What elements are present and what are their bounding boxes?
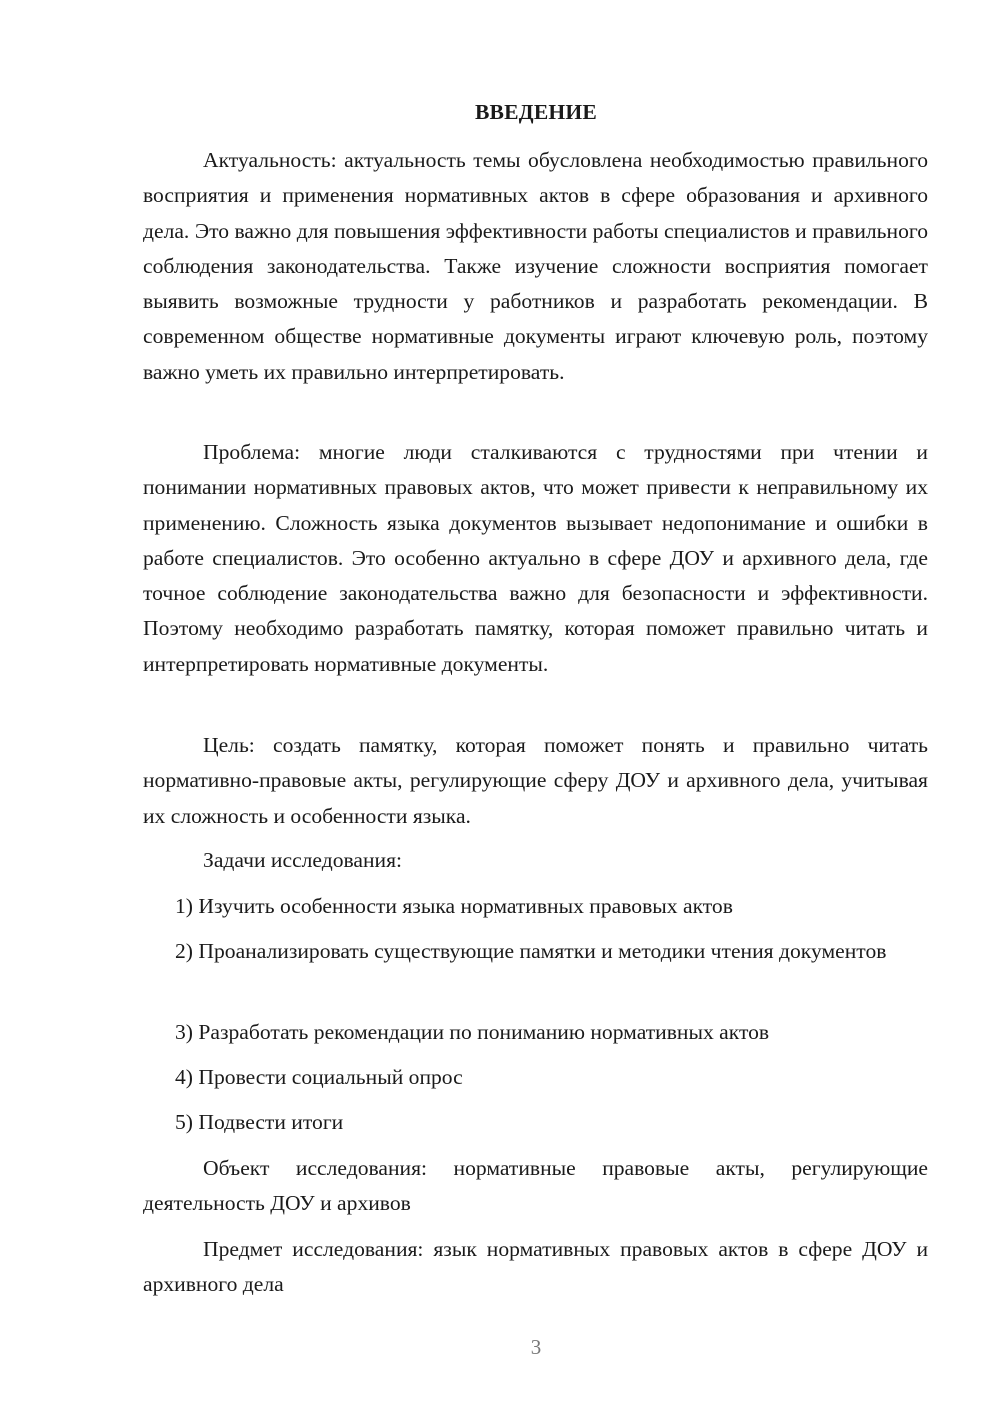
relevance-paragraph: Актуальность: актуальность темы обусловлена необходимостью правильного восприятия и применения нормативных актов в сфере образования и архивного дела. Это важно для повышения эффективности работы специалистов и правильного соблюдения законодательства. Также изучение сложности восприятия помогает выявить возможные трудности у работников и разработать рекомендации. В современном обществе нормативные документы играют ключевую роль, поэтому важно уметь их правильно интерпретировать.: [143, 148, 928, 384]
object-paragraph: Объект исследования: нормативные правовые акты, регулирующие деятельность ДОУ и архивов: [143, 1156, 928, 1216]
subject-paragraph: Предмет исследования: язык нормативных правовых актов в сфере ДОУ и архивного дела: [143, 1237, 928, 1297]
task-item-4: 4) Провести социальный опрос: [175, 1065, 463, 1089]
tasks-heading: Задачи исследования:: [203, 848, 403, 872]
task-item-5: 5) Подвести итоги: [175, 1110, 344, 1134]
task-item-2: 2) Проанализировать существующие памятки и методики чтения документов: [175, 939, 887, 963]
task-item-1: 1) Изучить особенности языка нормативных правовых актов: [175, 894, 733, 918]
problem-paragraph: Проблема: многие люди сталкиваются с трудностями при чтении и понимании нормативных правовых актов, что может привести к неправильному их применению. Сложность языка документов вызывает недопонимание и ошибки в работе специалистов. Это особенно актуально в сфере ДОУ и архивного дела, где точное соблюдение законодательства важно для безопасности и эффективности. Поэтому необходимо разработать памятку, которая поможет правильно читать и интерпретировать нормативные документы.: [143, 440, 928, 676]
goal-paragraph: Цель: создать памятку, которая поможет понять и правильно читать нормативно-правовые акты, регулирующие сферу ДОУ и архивного дела, учитывая их сложность и особенности языка.: [143, 733, 928, 828]
task-item-3: 3) Разработать рекомендации по пониманию нормативных актов: [175, 1020, 770, 1044]
page-number: 3: [530, 1335, 542, 1359]
section-heading: ВВЕДЕНИЕ: [474, 100, 598, 124]
